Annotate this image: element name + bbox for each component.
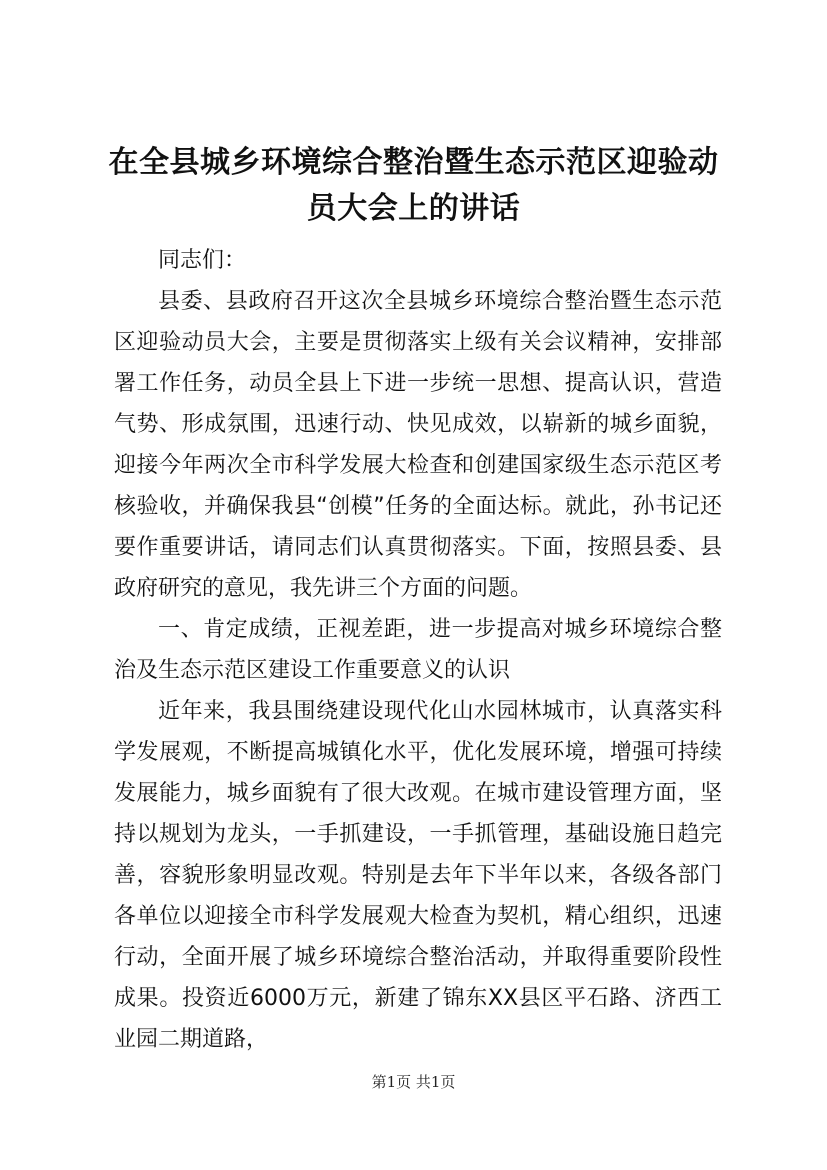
- page-number-footer: 第1页 共1页: [371, 1073, 456, 1091]
- body-paragraph: 近年来，我县围绕建设现代化山水园林城市，认真落实科学发展观，不断提高城镇化水平，优化发展环境，增强可持续发展能力，城乡面貌有了很大改观。在城市建设管理方面，坚持以规划为龙头，一手抓建设，一手抓管理，基础设施日趋完善，容貌形象明显改观。特别是去年下半年以来，各级各部门各单位以迎接全市科学发展观大检查为契机，精心组织，迅速行动，全面开展了城乡环境综合整治活动，并取得重要阶段性成果。投资近6000万元，新建了锦东XX县区平石路、济西工业园二期道路，: [114, 699, 722, 1052]
- document-title: 在全县城乡环境综合整治暨生态示范区迎验动员大会上的讲话: [108, 145, 719, 226]
- section-heading-1: 一、肯定成绩，正视差距，进一步提高对城乡环境综合整治及生态示范区建设工作重要意义的认识: [114, 617, 722, 683]
- salutation-paragraph: 同志们：: [158, 248, 247, 273]
- document-body: [114, 240, 722, 1060]
- intro-paragraph: 县委、县政府召开这次全县城乡环境综合整治暨生态示范区迎验动员大会，主要是贯彻落实上级有关会议精神，安排部署工作任务，动员全县上下进一步统一思想、提高认识，营造气势、形成氛围，迅速行动、快见成效，以崭新的城乡面貌，迎接今年两次全市科学发展大检查和创建国家级生态示范区考核验收，并确保我县“创模”任务的全面达标。就此，孙书记还要作重要讲话，请同志们认真贯彻落实。下面，按照县委、县政府研究的意见，我先讲三个方面的问题。: [114, 289, 722, 601]
